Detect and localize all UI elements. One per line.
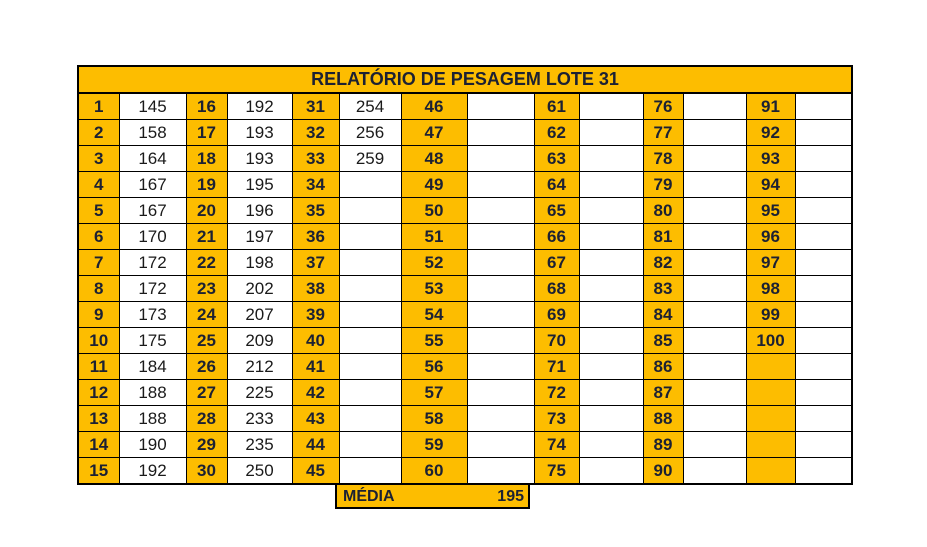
animal-number-cell: 22 (186, 250, 227, 276)
animal-number-cell: 54 (401, 302, 467, 328)
weight-value-cell (467, 172, 534, 198)
weight-value-cell (795, 354, 852, 380)
weight-value-cell (467, 276, 534, 302)
weight-value-cell (579, 406, 643, 432)
weight-value-cell: 198 (227, 250, 292, 276)
weight-value-cell (467, 458, 534, 485)
animal-number-cell: 81 (643, 224, 683, 250)
animal-number-cell: 10 (78, 328, 119, 354)
weight-value-cell (467, 224, 534, 250)
weight-value-cell (579, 224, 643, 250)
animal-number-cell: 87 (643, 380, 683, 406)
weight-value-cell: 190 (119, 432, 186, 458)
weight-value-cell: 212 (227, 354, 292, 380)
weight-value-cell (579, 146, 643, 172)
weight-value-cell (339, 432, 401, 458)
animal-number-cell: 37 (292, 250, 339, 276)
animal-number-cell: 24 (186, 302, 227, 328)
weight-value-cell (467, 250, 534, 276)
animal-number-cell: 43 (292, 406, 339, 432)
average-box (335, 483, 530, 509)
weight-value-cell: 254 (339, 93, 401, 120)
animal-number-cell: 64 (534, 172, 579, 198)
animal-number-cell (746, 354, 795, 380)
animal-number-cell: 41 (292, 354, 339, 380)
animal-number-cell: 77 (643, 120, 683, 146)
animal-number-cell: 9 (78, 302, 119, 328)
animal-number-cell: 89 (643, 432, 683, 458)
animal-number-cell: 11 (78, 354, 119, 380)
weight-value-cell (339, 302, 401, 328)
weight-value-cell: 192 (119, 458, 186, 485)
weight-value-cell (795, 224, 852, 250)
weight-value-cell (339, 224, 401, 250)
animal-number-cell: 75 (534, 458, 579, 485)
animal-number-cell: 58 (401, 406, 467, 432)
animal-number-cell: 97 (746, 250, 795, 276)
animal-number-cell: 92 (746, 120, 795, 146)
animal-number-cell: 62 (534, 120, 579, 146)
table-row (78, 328, 852, 354)
weight-value-cell (683, 302, 746, 328)
weight-value-cell (683, 406, 746, 432)
animal-number-cell: 46 (401, 93, 467, 120)
animal-number-cell: 42 (292, 380, 339, 406)
animal-number-cell: 91 (746, 93, 795, 120)
animal-number-cell: 18 (186, 146, 227, 172)
weight-value-cell (467, 302, 534, 328)
animal-number-cell (746, 458, 795, 485)
weight-value-cell: 256 (339, 120, 401, 146)
animal-number-cell: 33 (292, 146, 339, 172)
weight-value-cell (579, 172, 643, 198)
weight-value-cell: 209 (227, 328, 292, 354)
animal-number-cell: 88 (643, 406, 683, 432)
animal-number-cell: 39 (292, 302, 339, 328)
table-row (78, 224, 852, 250)
animal-number-cell: 29 (186, 432, 227, 458)
weight-value-cell (467, 146, 534, 172)
weight-value-cell (339, 380, 401, 406)
weight-value-cell (683, 458, 746, 485)
weight-value-cell: 158 (119, 120, 186, 146)
animal-number-cell: 34 (292, 172, 339, 198)
table-row (78, 302, 852, 328)
animal-number-cell: 48 (401, 146, 467, 172)
weight-value-cell (579, 458, 643, 485)
animal-number-cell: 83 (643, 276, 683, 302)
animal-number-cell: 76 (643, 93, 683, 120)
table-row (78, 406, 852, 432)
animal-number-cell: 68 (534, 276, 579, 302)
weight-value-cell: 225 (227, 380, 292, 406)
weight-value-cell: 145 (119, 93, 186, 120)
animal-number-cell: 6 (78, 224, 119, 250)
weight-value-cell: 188 (119, 406, 186, 432)
animal-number-cell: 12 (78, 380, 119, 406)
table-row (78, 146, 852, 172)
weight-value-cell (683, 198, 746, 224)
table-row (78, 354, 852, 380)
animal-number-cell: 73 (534, 406, 579, 432)
animal-number-cell: 74 (534, 432, 579, 458)
animal-number-cell (746, 432, 795, 458)
animal-number-cell: 69 (534, 302, 579, 328)
weight-value-cell (467, 93, 534, 120)
weight-value-cell (579, 276, 643, 302)
weight-value-cell: 167 (119, 172, 186, 198)
weight-value-cell (339, 328, 401, 354)
weight-value-cell (795, 146, 852, 172)
animal-number-cell: 78 (643, 146, 683, 172)
weight-value-cell: 170 (119, 224, 186, 250)
weight-value-cell (339, 198, 401, 224)
animal-number-cell: 44 (292, 432, 339, 458)
table-row (78, 198, 852, 224)
animal-number-cell: 30 (186, 458, 227, 485)
animal-number-cell: 49 (401, 172, 467, 198)
animal-number-cell: 57 (401, 380, 467, 406)
weight-value-cell (579, 380, 643, 406)
weight-value-cell (795, 93, 852, 120)
animal-number-cell: 28 (186, 406, 227, 432)
weight-value-cell (579, 198, 643, 224)
weight-value-cell (467, 120, 534, 146)
animal-number-cell: 2 (78, 120, 119, 146)
table-row (78, 172, 852, 198)
animal-number-cell: 31 (292, 93, 339, 120)
weight-value-cell (467, 380, 534, 406)
table-row (78, 120, 852, 146)
animal-number-cell: 50 (401, 198, 467, 224)
weight-value-cell (795, 120, 852, 146)
animal-number-cell: 1 (78, 93, 119, 120)
animal-number-cell: 82 (643, 250, 683, 276)
weight-value-cell: 172 (119, 276, 186, 302)
animal-number-cell: 98 (746, 276, 795, 302)
weight-value-cell: 184 (119, 354, 186, 380)
weight-value-cell (683, 276, 746, 302)
animal-number-cell: 90 (643, 458, 683, 485)
weight-value-cell: 202 (227, 276, 292, 302)
average-value: 195 (497, 488, 524, 505)
animal-number-cell: 56 (401, 354, 467, 380)
animal-number-cell: 53 (401, 276, 467, 302)
weight-value-cell: 193 (227, 120, 292, 146)
animal-number-cell: 51 (401, 224, 467, 250)
table-row (78, 276, 852, 302)
weight-value-cell (579, 432, 643, 458)
weight-value-cell (579, 328, 643, 354)
weight-value-cell (683, 328, 746, 354)
weight-value-cell (339, 406, 401, 432)
weight-value-cell (683, 380, 746, 406)
animal-number-cell: 5 (78, 198, 119, 224)
animal-number-cell: 86 (643, 354, 683, 380)
weight-value-cell (795, 406, 852, 432)
table-row (78, 380, 852, 406)
weight-value-cell: 193 (227, 146, 292, 172)
weight-value-cell: 175 (119, 328, 186, 354)
animal-number-cell (746, 380, 795, 406)
animal-number-cell: 99 (746, 302, 795, 328)
table-row (78, 458, 852, 485)
animal-number-cell: 36 (292, 224, 339, 250)
animal-number-cell: 67 (534, 250, 579, 276)
weight-value-cell (683, 172, 746, 198)
animal-number-cell: 26 (186, 354, 227, 380)
weight-value-cell (795, 328, 852, 354)
animal-number-cell: 23 (186, 276, 227, 302)
weight-value-cell: 207 (227, 302, 292, 328)
weight-value-cell (339, 458, 401, 485)
animal-number-cell (746, 406, 795, 432)
weight-value-cell (795, 380, 852, 406)
weight-value-cell (683, 93, 746, 120)
animal-number-cell: 35 (292, 198, 339, 224)
animal-number-cell: 32 (292, 120, 339, 146)
weight-value-cell (467, 406, 534, 432)
animal-number-cell: 8 (78, 276, 119, 302)
weight-value-cell: 233 (227, 406, 292, 432)
animal-number-cell: 71 (534, 354, 579, 380)
weight-value-cell (683, 250, 746, 276)
weight-value-cell (579, 250, 643, 276)
animal-number-cell: 65 (534, 198, 579, 224)
weight-value-cell: 195 (227, 172, 292, 198)
animal-number-cell: 100 (746, 328, 795, 354)
table-row (78, 93, 852, 120)
weight-value-cell (683, 224, 746, 250)
animal-number-cell: 80 (643, 198, 683, 224)
animal-number-cell: 61 (534, 93, 579, 120)
weight-value-cell (683, 146, 746, 172)
weight-value-cell: 167 (119, 198, 186, 224)
animal-number-cell: 85 (643, 328, 683, 354)
weight-value-cell (467, 432, 534, 458)
average-label: MÉDIA (343, 488, 395, 505)
weight-value-cell: 172 (119, 250, 186, 276)
weight-value-cell (579, 93, 643, 120)
weight-value-cell (795, 458, 852, 485)
weight-value-cell (579, 120, 643, 146)
weight-value-cell: 196 (227, 198, 292, 224)
animal-number-cell: 96 (746, 224, 795, 250)
weight-value-cell (339, 172, 401, 198)
animal-number-cell: 16 (186, 93, 227, 120)
animal-number-cell: 38 (292, 276, 339, 302)
animal-number-cell: 14 (78, 432, 119, 458)
weight-value-cell (467, 328, 534, 354)
animal-number-cell: 40 (292, 328, 339, 354)
animal-number-cell: 94 (746, 172, 795, 198)
weight-value-cell: 250 (227, 458, 292, 485)
weight-value-cell (579, 302, 643, 328)
animal-number-cell: 45 (292, 458, 339, 485)
weight-value-cell (795, 198, 852, 224)
animal-number-cell: 27 (186, 380, 227, 406)
animal-number-cell: 21 (186, 224, 227, 250)
animal-number-cell: 47 (401, 120, 467, 146)
animal-number-cell: 59 (401, 432, 467, 458)
weighing-report-table (77, 65, 853, 485)
weight-value-cell (795, 276, 852, 302)
weight-value-cell: 188 (119, 380, 186, 406)
animal-number-cell: 19 (186, 172, 227, 198)
weight-value-cell (467, 354, 534, 380)
animal-number-cell: 20 (186, 198, 227, 224)
weight-value-cell: 197 (227, 224, 292, 250)
animal-number-cell: 4 (78, 172, 119, 198)
animal-number-cell: 55 (401, 328, 467, 354)
animal-number-cell: 95 (746, 198, 795, 224)
animal-number-cell: 13 (78, 406, 119, 432)
weight-value-cell (683, 120, 746, 146)
weight-value-cell: 192 (227, 93, 292, 120)
weight-value-cell (795, 172, 852, 198)
animal-number-cell: 72 (534, 380, 579, 406)
animal-number-cell: 63 (534, 146, 579, 172)
weight-value-cell: 259 (339, 146, 401, 172)
table-row (78, 250, 852, 276)
weight-value-cell (339, 354, 401, 380)
animal-number-cell: 52 (401, 250, 467, 276)
weight-value-cell: 235 (227, 432, 292, 458)
animal-number-cell: 25 (186, 328, 227, 354)
animal-number-cell: 17 (186, 120, 227, 146)
animal-number-cell: 3 (78, 146, 119, 172)
report-title: RELATÓRIO DE PESAGEM LOTE 31 (78, 66, 852, 93)
table-row (78, 432, 852, 458)
weight-value-cell (467, 198, 534, 224)
weight-value-cell (339, 276, 401, 302)
animal-number-cell: 70 (534, 328, 579, 354)
animal-number-cell: 60 (401, 458, 467, 485)
animal-number-cell: 15 (78, 458, 119, 485)
weight-value-cell (683, 354, 746, 380)
animal-number-cell: 79 (643, 172, 683, 198)
weight-value-cell (683, 432, 746, 458)
weight-value-cell (795, 302, 852, 328)
weight-value-cell (339, 250, 401, 276)
weight-value-cell: 164 (119, 146, 186, 172)
weight-value-cell: 173 (119, 302, 186, 328)
weight-value-cell (579, 354, 643, 380)
title-row (78, 66, 852, 93)
animal-number-cell: 93 (746, 146, 795, 172)
animal-number-cell: 84 (643, 302, 683, 328)
weight-value-cell (795, 432, 852, 458)
animal-number-cell: 66 (534, 224, 579, 250)
animal-number-cell: 7 (78, 250, 119, 276)
weight-value-cell (795, 250, 852, 276)
